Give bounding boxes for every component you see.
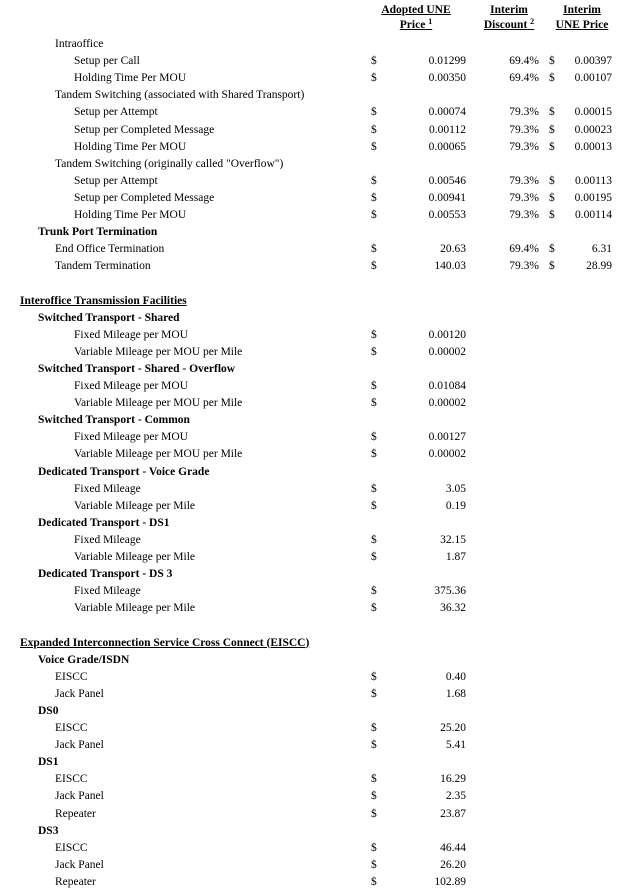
header-discount-line2-wrap [475,18,543,33]
row-label: DS3 [38,824,59,837]
row-label: Jack Panel [55,739,104,752]
row-label: Setup per Completed Message [74,191,215,204]
currency-symbol: $ [371,260,377,273]
table-row [0,36,620,53]
adopted-une-price: 0.00074 [428,106,466,119]
table-row [0,446,620,463]
table-row [0,207,620,224]
interim-discount: 79.3% [509,174,539,187]
adopted-une-price: 0.01299 [428,55,466,68]
table-row [0,840,620,857]
category-heading-row [0,703,620,720]
table-row [0,583,620,600]
table-row [0,241,620,258]
currency-symbol: $ [549,55,555,68]
currency-symbol: $ [371,55,377,68]
adopted-une-price: 0.00941 [428,191,466,204]
row-label: Fixed Mileage [74,482,141,495]
currency-symbol: $ [371,875,377,888]
row-label: End Office Termination [55,243,165,256]
row-label: Fixed Mileage per MOU [74,380,189,392]
interim-discount: 79.3% [509,106,539,119]
table-row [0,532,620,549]
row-label: DS0 [38,704,59,717]
currency-symbol: $ [371,397,377,410]
currency-symbol: $ [549,174,555,187]
table-row [0,669,620,686]
table-row [0,378,620,395]
interim-discount: 79.3% [509,123,539,136]
currency-symbol: $ [371,499,377,512]
table-row [0,87,620,104]
table-row [0,327,620,344]
currency-symbol: $ [371,431,377,444]
footnote-marker-2: 2 [530,17,535,26]
header-interim-une-price [547,3,617,33]
header-discount-line2: Discount [483,19,528,31]
category-heading-row [0,754,620,771]
adopted-une-price: 0.00002 [428,345,466,358]
row-label: Variable Mileage per Mile [74,551,196,563]
row-label: Switched Transport - Shared [38,311,180,324]
adopted-une-price: 0.00127 [428,431,466,444]
currency-symbol: $ [371,841,377,854]
table-row [0,122,620,139]
table-row [0,600,620,617]
row-label: Variable Mileage per MOU per Mile [74,448,243,461]
adopted-une-price: 375.36 [434,585,466,598]
row-label: Tandem Termination [55,260,151,273]
row-label: Dedicated Transport - Voice Grade [38,465,210,478]
currency-symbol: $ [371,140,377,153]
category-heading-row [0,515,620,532]
currency-symbol: $ [371,174,377,187]
table-row [0,498,620,515]
currency-symbol: $ [371,72,377,85]
section-heading-row [0,293,620,310]
category-heading-row [0,412,620,429]
row-label: Fixed Mileage per MOU [74,328,189,341]
category-heading-row [0,652,620,669]
adopted-une-price: 23.87 [440,807,466,820]
row-label: Tandem Switching (associated with Shared Transport) [55,89,305,102]
table-row [0,429,620,446]
table-row [0,53,620,70]
interim-discount: 79.3% [509,191,539,204]
header-interim-line1: Interim [563,4,601,16]
interim-une-price: 0.00113 [575,174,612,187]
row-label: Voice Grade/ISDN [38,653,130,666]
section-heading-row [0,635,620,652]
currency-symbol: $ [549,106,555,119]
currency-symbol: $ [371,482,377,495]
row-label: Fixed Mileage per MOU [74,431,189,444]
table-row [0,806,620,823]
adopted-une-price: 0.00546 [428,174,466,187]
table-row [0,771,620,788]
currency-symbol: $ [371,551,377,563]
adopted-une-price: 0.40 [445,670,466,683]
currency-symbol: $ [371,739,377,752]
table-row [0,481,620,498]
adopted-une-price: 3.05 [445,482,466,495]
row-label: Jack Panel [55,858,104,871]
currency-symbol: $ [371,807,377,820]
table-row [0,720,620,737]
adopted-une-price: 0.00065 [428,140,466,153]
header-adopted-une-price [366,3,466,33]
adopted-une-price: 1.87 [445,551,466,563]
table-row [0,173,620,190]
currency-symbol: $ [371,106,377,119]
row-label: Jack Panel [55,790,104,803]
category-heading-row [0,361,620,378]
interim-une-price: 0.00195 [574,191,612,204]
currency-symbol: $ [371,722,377,734]
interim-discount: 79.3% [509,140,539,153]
header-interim-line2: UNE Price [555,19,609,31]
interim-une-price: 0.00015 [574,106,612,119]
currency-symbol: $ [371,687,377,700]
row-label: Fixed Mileage [74,585,141,598]
row-label: Dedicated Transport - DS1 [38,516,170,529]
adopted-une-price: 0.00002 [428,448,466,461]
row-label: Repeater [55,875,96,888]
row-label: DS1 [38,756,59,769]
currency-symbol: $ [371,191,377,204]
interim-une-price: 6.31 [591,243,612,256]
row-label: Dedicated Transport - DS 3 [38,568,173,581]
row-label: Variable Mileage per MOU per Mile [74,345,243,358]
row-label: Switched Transport - Shared - Overflow [38,362,236,375]
currency-symbol: $ [371,209,377,221]
interim-discount: 69.4% [509,55,539,68]
table-row [0,190,620,207]
interim-une-price: 28.99 [586,260,612,273]
interim-une-price: 0.00397 [574,55,612,68]
currency-symbol: $ [371,790,377,803]
interim-discount: 79.3% [509,209,539,221]
table-row [0,549,620,566]
currency-symbol: $ [371,448,377,461]
row-label: Setup per Attempt [74,106,158,119]
currency-symbol: $ [371,123,377,136]
row-label: Variable Mileage per MOU per Mile [74,397,243,410]
row-label: Repeater [55,807,96,820]
row-label: Holding Time Per MOU [74,72,187,85]
currency-symbol: $ [371,773,377,786]
row-label: Setup per Call [74,55,140,68]
currency-symbol: $ [371,328,377,341]
adopted-une-price: 0.00553 [428,209,466,221]
adopted-une-price: 0.00350 [428,72,466,85]
header-discount-line1: Interim [490,4,528,16]
adopted-une-price: 140.03 [434,260,466,273]
row-label: Intraoffice [55,38,104,50]
adopted-une-price: 0.00120 [428,328,466,341]
category-heading-row [0,464,620,481]
row-label: Holding Time Per MOU [74,209,187,221]
currency-symbol: $ [549,123,555,136]
header-interim-discount [475,3,543,33]
currency-symbol: $ [549,260,555,273]
currency-symbol: $ [371,585,377,598]
category-heading-row [0,823,620,840]
table-row [0,857,620,874]
currency-symbol: $ [371,670,377,683]
adopted-une-price: 0.19 [445,499,466,512]
currency-symbol: $ [371,243,377,256]
currency-symbol: $ [371,858,377,871]
row-label: Fixed Mileage [74,533,141,546]
currency-symbol: $ [371,602,377,615]
header-adopted-line2-wrap [366,18,466,33]
row-label: Trunk Port Termination [38,226,158,239]
adopted-une-price: 2.35 [445,790,466,803]
table-row [0,737,620,754]
table-row [0,258,620,275]
interim-discount: 69.4% [509,72,539,85]
table-row [0,686,620,703]
row-label: Interoffice Transmission Facilities [20,294,187,307]
row-label: Tandem Switching (originally called "Overflow") [55,157,284,170]
adopted-une-price: 0.01084 [428,380,466,392]
currency-symbol: $ [549,72,555,85]
row-label: EISCC [55,773,88,786]
row-label: Holding Time Per MOU [74,140,187,153]
row-label: Jack Panel [55,687,104,700]
table-row [0,70,620,87]
table-row [0,344,620,361]
adopted-une-price: 32.15 [440,533,466,546]
interim-discount: 79.3% [509,260,539,273]
row-label: Expanded Interconnection Service Cross Connect (EISCC) [20,636,310,649]
adopted-une-price: 46.44 [440,841,466,854]
category-heading-row [0,224,620,241]
currency-symbol: $ [549,191,555,204]
table-row [0,874,620,891]
row-label: EISCC [55,670,88,683]
adopted-une-price: 36.32 [440,602,466,615]
interim-une-price: 0.00023 [574,123,612,136]
table-row [0,156,620,173]
adopted-une-price: 20.63 [440,243,466,256]
currency-symbol: $ [549,209,555,221]
footnote-marker-1: 1 [428,17,433,26]
category-heading-row [0,566,620,583]
currency-symbol: $ [549,140,555,153]
interim-une-price: 0.00114 [575,209,612,221]
row-label: Setup per Attempt [74,174,158,187]
adopted-une-price: 26.20 [440,858,466,871]
table-row [0,788,620,805]
currency-symbol: $ [549,243,555,256]
header-adopted-line2: Price [399,19,426,31]
adopted-une-price: 25.20 [440,722,466,734]
header-adopted-line1: Adopted UNE [381,4,451,16]
adopted-une-price: 0.00002 [428,397,466,410]
row-label: Variable Mileage per Mile [74,602,196,615]
adopted-une-price: 5.41 [445,739,466,752]
row-label: Switched Transport - Common [38,414,190,427]
table-row [0,104,620,121]
currency-symbol: $ [371,380,377,392]
adopted-une-price: 16.29 [440,773,466,786]
row-label: Variable Mileage per Mile [74,499,196,512]
row-label: Setup per Completed Message [74,123,215,136]
interim-une-price: 0.00107 [574,72,612,85]
table-row [0,139,620,156]
table-row [0,395,620,412]
interim-discount: 69.4% [509,243,539,256]
interim-une-price: 0.00013 [574,140,612,153]
category-heading-row [0,310,620,327]
adopted-une-price: 0.00112 [429,123,466,136]
currency-symbol: $ [371,533,377,546]
adopted-une-price: 1.68 [445,687,466,700]
adopted-une-price: 102.89 [434,875,466,888]
currency-symbol: $ [371,345,377,358]
row-label: EISCC [55,841,88,854]
row-label: EISCC [55,722,88,734]
